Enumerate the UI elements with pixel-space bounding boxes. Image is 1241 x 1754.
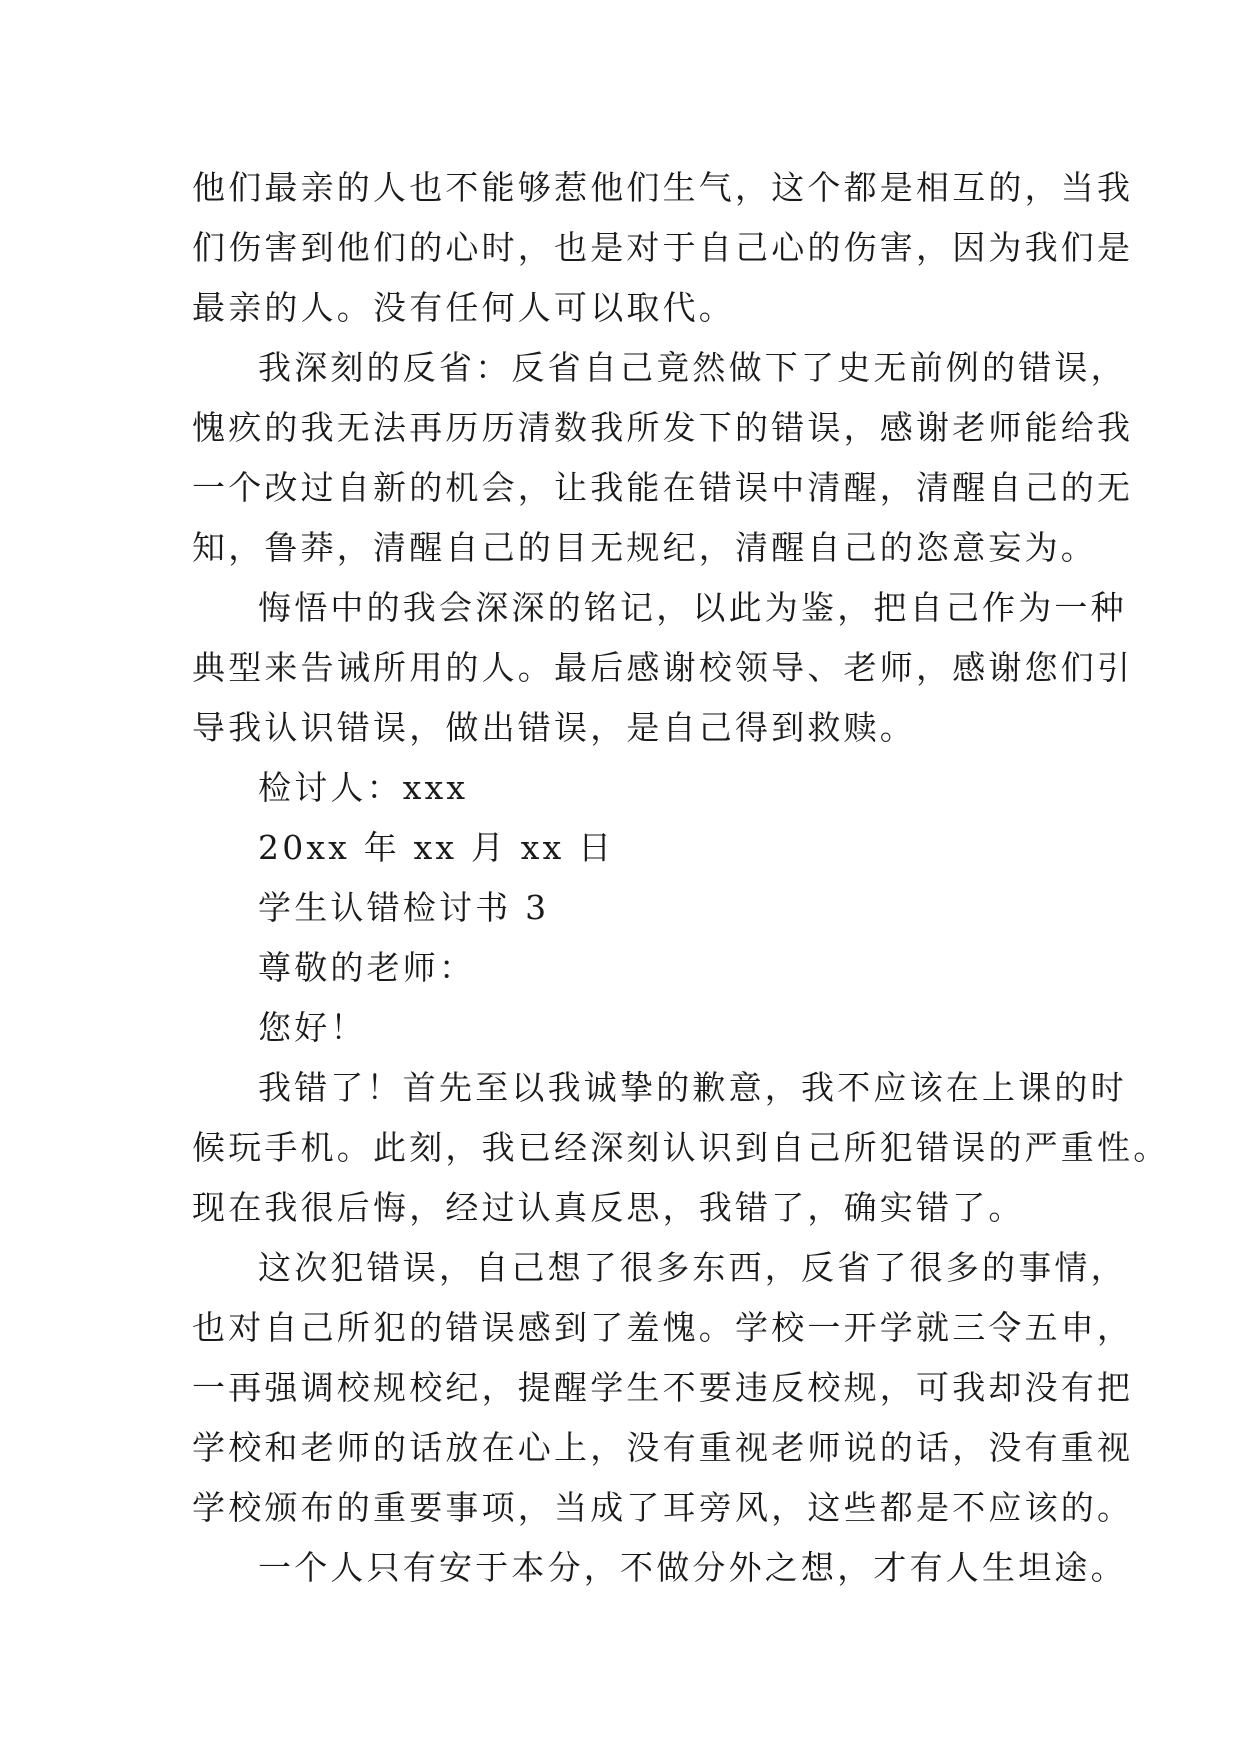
- text-line: 一再强调校规校纪，提醒学生不要违反校规，可我却没有把: [192, 1368, 1134, 1407]
- paragraph: [192, 338, 1134, 578]
- paragraph: [192, 158, 1134, 338]
- text-line: 现在我很后悔，经过认真反思，我错了，确实错了。: [192, 1188, 1025, 1227]
- signature-line: [192, 758, 1072, 818]
- salutation: [192, 938, 1072, 998]
- text-line: 他们最亲的人也不能够惹他们生气，这个都是相互的，当我: [192, 168, 1134, 207]
- text-line: 我错了！首先至以我诚挚的歉意，我不应该在上课的时: [258, 1068, 1127, 1107]
- paragraph: [192, 1058, 1170, 1238]
- text-line: 知，鲁莽，清醒自己的目无规纪，清醒自己的恣意妄为。: [192, 528, 1097, 567]
- section-heading: [192, 878, 1072, 938]
- text-line: 20xx 年 xx 月 xx 日: [258, 828, 615, 867]
- text-line: 这次犯错误，自己想了很多东西，反省了很多的事情，: [258, 1248, 1127, 1287]
- text-line: 一个改过自新的机会，让我能在错误中清醒，清醒自己的无: [192, 468, 1134, 507]
- document-body: [192, 158, 1170, 1598]
- text-line: 悔悟中的我会深深的铭记，以此为鉴，把自己作为一种: [258, 588, 1127, 627]
- greeting: [192, 998, 1072, 1058]
- date-line: [192, 818, 1072, 878]
- text-line: 们伤害到他们的心时，也是对于自己心的伤害，因为我们是: [192, 228, 1134, 267]
- text-line: 导我认识错误，做出错误，是自己得到救赎。: [192, 708, 916, 747]
- text-line: 检讨人：xxx: [258, 768, 469, 807]
- text-line: 典型来告诫所用的人。最后感谢校领导、老师，感谢您们引: [192, 648, 1134, 687]
- paragraph: [192, 578, 1134, 758]
- text-line: 一个人只有安于本分，不做分外之想，才有人生坦途。: [258, 1548, 1127, 1587]
- text-line: 最亲的人。没有任何人可以取代。: [192, 288, 735, 327]
- text-line: 我深刻的反省：反省自己竟然做下了史无前例的错误，: [258, 348, 1127, 387]
- paragraph: [192, 1538, 1127, 1598]
- text-line: 学生认错检讨书 3: [258, 888, 550, 927]
- text-line: 候玩手机。此刻，我已经深刻认识到自己所犯错误的严重性。: [192, 1128, 1170, 1167]
- text-line: 学校颁布的重要事项，当成了耳旁风，这些都是不应该的。: [192, 1488, 1134, 1527]
- text-line: 尊敬的老师：: [258, 948, 476, 987]
- text-line: 愧疚的我无法再历历清数我所发下的错误，感谢老师能给我: [192, 408, 1134, 447]
- text-line: 学校和老师的话放在心上，没有重视老师说的话，没有重视: [192, 1428, 1134, 1467]
- text-line: 您好！: [258, 1008, 367, 1047]
- paragraph: [192, 1238, 1134, 1538]
- text-line: 也对自己所犯的错误感到了羞愧。学校一开学就三令五申，: [192, 1308, 1134, 1347]
